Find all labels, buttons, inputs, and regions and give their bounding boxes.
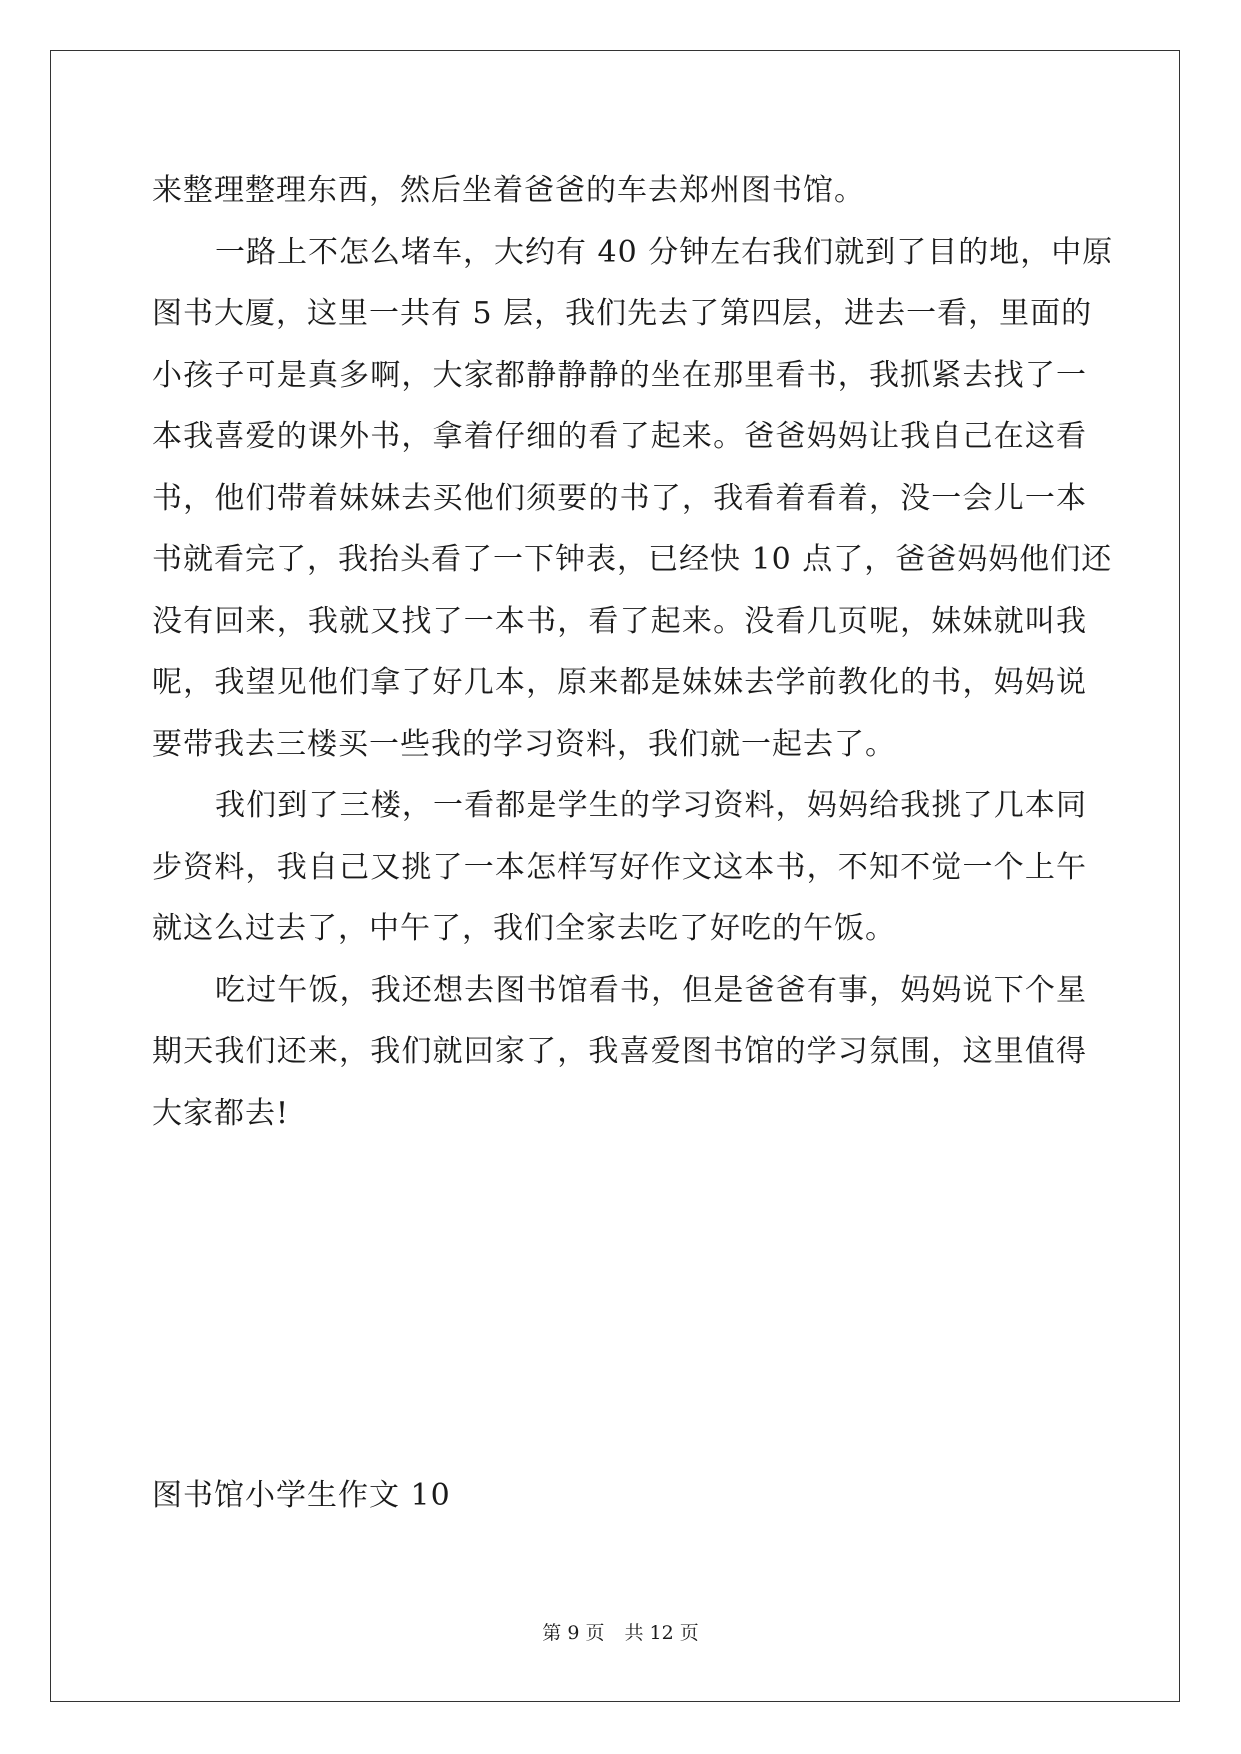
text-line: 小孩子可是真多啊，大家都静静静的坐在那里看书，我抓紧去找了一 <box>152 357 1087 393</box>
page-total: 共 12 页 <box>624 1622 699 1644</box>
page-number: 第 9 页 <box>542 1622 605 1644</box>
text-line: 书就看完了，我抬头看了一下钟表，已经快 10 点了，爸爸妈妈他们还 <box>152 542 1113 577</box>
text-line: 没有回来，我就又找了一本书，看了起来。没看几页呢，妹妹就叫我 <box>152 603 1087 639</box>
text-line: 书，他们带着妹妹去买他们须要的书了，我看着看着，没一会儿一本 <box>152 480 1087 516</box>
text-line: 步资料，我自己又挑了一本怎样写好作文这本书，不知不觉一个上午 <box>152 849 1087 885</box>
text-line: 图书大厦，这里一共有 5 层，我们先去了第四层，进去一看，里面的 <box>152 296 1093 331</box>
paragraph-2 <box>152 222 1114 776</box>
document-body <box>152 160 1114 1144</box>
text-line: 要带我去三楼买一些我的学习资料，我们就一起去了。 <box>152 726 896 762</box>
text-line: 吃过午饭，我还想去图书馆看书，但是爸爸有事，妈妈说下个星 <box>215 972 1087 1008</box>
text-line: 来整理整理东西，然后坐着爸爸的车去郑州图书馆。 <box>152 173 865 208</box>
text-line: 本我喜爱的课外书，拿着仔细的看了起来。爸爸妈妈让我自己在这看 <box>152 419 1087 454</box>
text-line: 大家都去! <box>152 1095 290 1131</box>
section-heading: 图书馆小学生作文 10 <box>152 1478 451 1513</box>
paragraph-3 <box>152 775 1087 960</box>
text-line: 就这么过去了，中午了，我们全家去吃了好吃的午饭。 <box>152 911 896 946</box>
paragraph-4 <box>152 960 1087 1145</box>
text-line: 一路上不怎么堵车，大约有 40 分钟左右我们就到了目的地，中原 <box>215 234 1114 270</box>
text-line: 我们到了三楼，一看都是学生的学习资料，妈妈给我挑了几本同 <box>215 788 1087 823</box>
text-line: 期天我们还来，我们就回家了，我喜爱图书馆的学习氛围，这里值得 <box>152 1034 1087 1069</box>
text-line: 呢，我望见他们拿了好几本，原来都是妹妹去学前教化的书，妈妈说 <box>152 665 1087 700</box>
page-footer <box>0 1621 1241 1645</box>
paragraph-1 <box>152 160 1087 222</box>
